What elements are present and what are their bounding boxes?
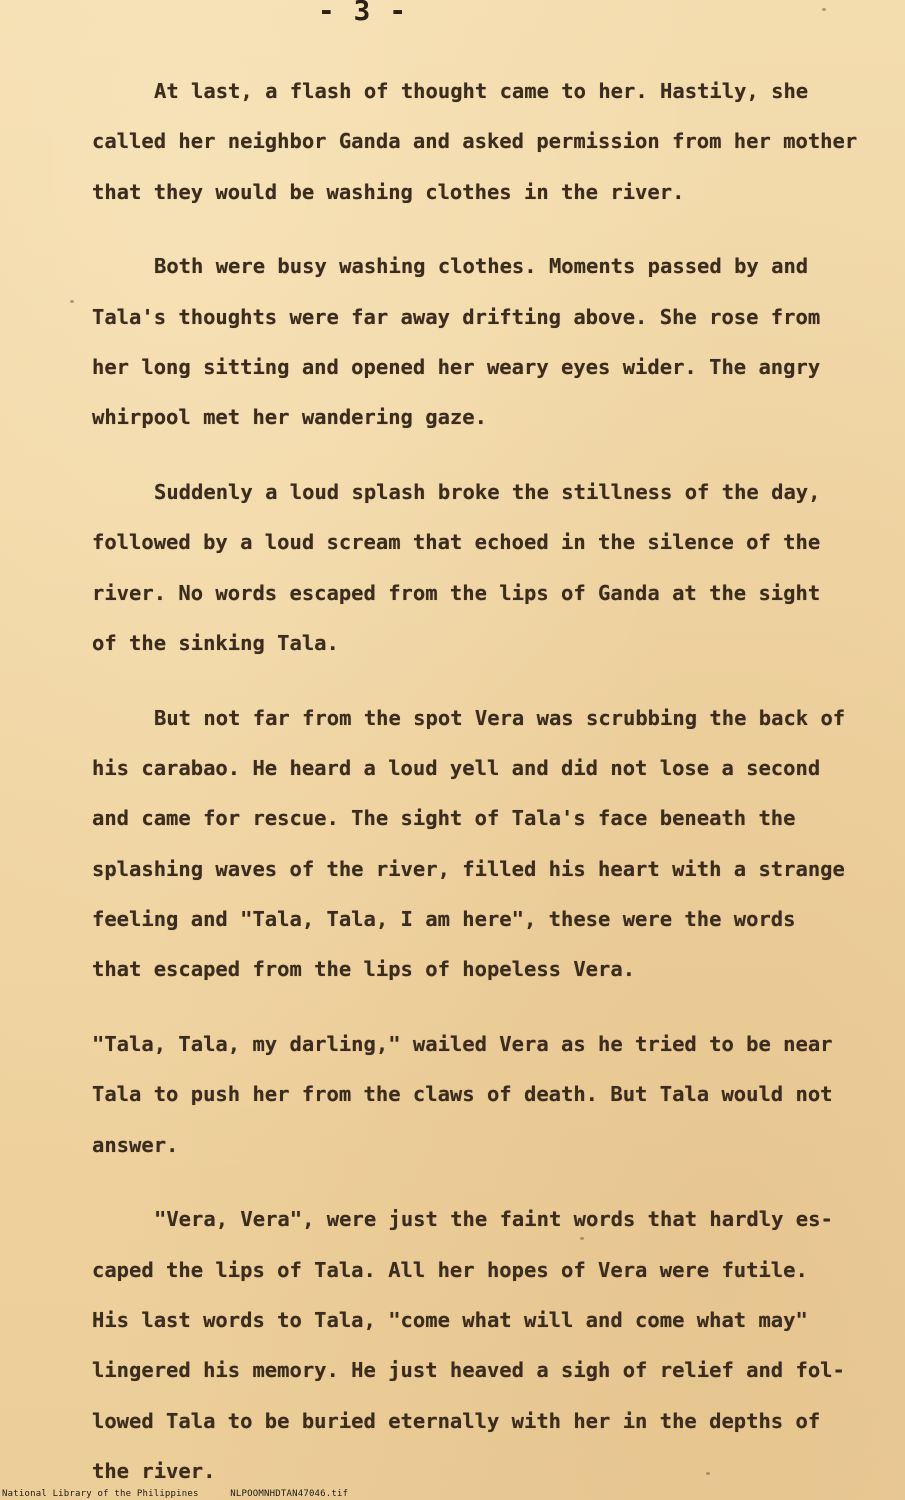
text-line: answer. xyxy=(92,1132,179,1157)
text-line: "Vera, Vera", were just the faint words that hardly es- xyxy=(154,1207,833,1232)
text-line: lingered his memory. He just heaved a sigh of relief and fol- xyxy=(92,1358,845,1383)
text-line: river. No words escaped from the lips of Ganda at the sight xyxy=(92,580,821,605)
text-line: splashing waves of the river, filled his heart with a strange xyxy=(92,856,845,881)
archive-footer xyxy=(2,1489,348,1499)
text-line: and came for rescue. The sight of Tala's face beneath the xyxy=(92,806,796,831)
text-line: feeling and "Tala, Tala, I am here", these were the words xyxy=(92,906,796,931)
text-line: Suddenly a loud splash broke the stillness of the day, xyxy=(154,480,821,505)
paragraph-1 xyxy=(92,66,882,217)
page-number: - 3 - xyxy=(317,0,408,27)
footer-library: National Library of the Philippines xyxy=(2,1489,199,1499)
paper-speck xyxy=(70,300,74,303)
paragraph-3 xyxy=(92,467,882,668)
text-line: whirpool met her wandering gaze. xyxy=(92,405,487,430)
text-line: "Tala, Tala, my darling," wailed Vera as he tried to be near xyxy=(92,1032,833,1057)
text-line: that escaped from the lips of hopeless Vera. xyxy=(92,957,636,982)
text-line: At last, a flash of thought came to her. Hastily, she xyxy=(154,79,809,103)
text-line: followed by a loud scream that echoed in the silence of the xyxy=(92,530,821,555)
text-line: the river. xyxy=(92,1458,216,1483)
paragraph-2 xyxy=(92,241,882,442)
paragraph-5 xyxy=(92,1019,882,1170)
paper-speck xyxy=(706,1472,710,1475)
text-line: that they would be washing clothes in the river. xyxy=(92,179,685,204)
text-line: caped the lips of Tala. All her hopes of Vera were futile. xyxy=(92,1257,808,1282)
paper-speck xyxy=(822,8,826,11)
text-line: her long sitting and opened her weary eyes wider. The angry xyxy=(92,354,821,379)
text-line: His last words to Tala, "come what will and come what may" xyxy=(92,1308,808,1333)
paragraph-4 xyxy=(92,693,882,995)
body-text xyxy=(92,66,882,1496)
paragraph-6 xyxy=(92,1194,882,1496)
text-line: Both were busy washing clothes. Moments passed by and xyxy=(154,254,809,279)
text-line: Tala's thoughts were far away drifting above. She rose from xyxy=(92,304,821,329)
text-line: But not far from the spot Vera was scrubbing the back of xyxy=(154,705,846,730)
text-line: his carabao. He heard a loud yell and did not lose a second xyxy=(92,756,821,781)
paper-speck xyxy=(580,1237,584,1240)
text-line: Tala to push her from the claws of death. But Tala would not xyxy=(92,1082,833,1107)
text-line: lowed Tala to be buried eternally with her in the depths of xyxy=(92,1408,821,1433)
text-line: called her neighbor Ganda and asked permission from her mother xyxy=(92,129,858,154)
text-line: of the sinking Tala. xyxy=(92,630,339,655)
footer-file-id: NLPOOMNHDTAN47046.tif xyxy=(230,1489,349,1499)
